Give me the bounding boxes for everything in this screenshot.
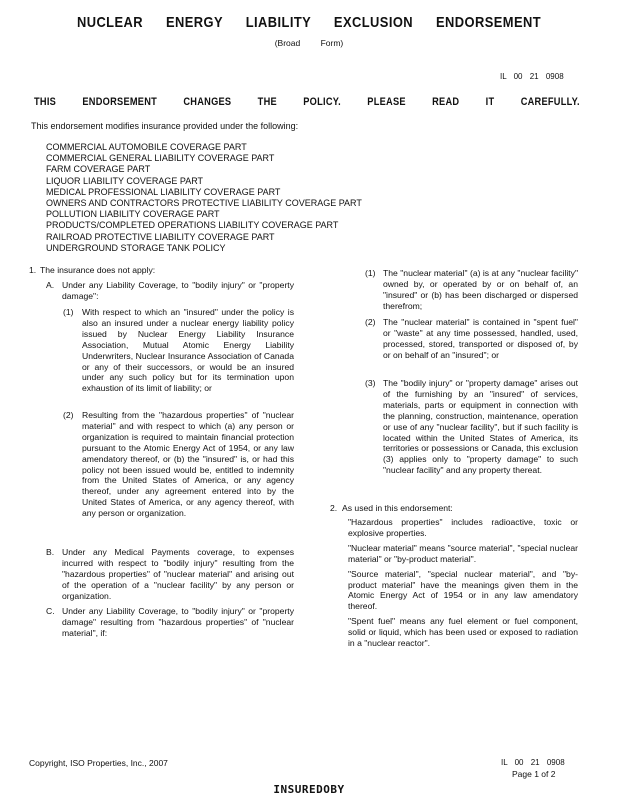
definition-hazardous-properties: "Hazardous properties" includes radioactive, toxic or explosive properties. [348, 517, 578, 538]
clause-text: Under any Liability Coverage, to "bodily injury" or "property damage" resulting from "hazardous properties" of "nuclear material", if: [62, 606, 294, 638]
definition-source-material: "Source material", "special nuclear material", and "by-product material" have the meanings given them in the Atomic Energy Act of 1954 or in any law amendatory thereof. [348, 568, 578, 612]
document-title: NUCLEAR ENERGY LIABILITY EXCLUSION ENDORSEMENT [76, 14, 542, 31]
clause-label: C. [46, 606, 55, 616]
clause-text: Under any Liability Coverage, to "bodily injury" or "property damage": [62, 280, 294, 301]
coverage-part-item: FARM COVERAGE PART [46, 164, 151, 175]
clause-label: B. [46, 547, 55, 557]
subclause-label: (1) [63, 307, 74, 317]
definitions [348, 517, 578, 653]
copyright-notice: Copyright, ISO Properties, Inc., 2007 [29, 758, 168, 768]
subclause-label: (3) [365, 378, 376, 388]
footer-form-number: IL 00 21 0908 [501, 758, 565, 767]
coverage-parts-list [46, 142, 362, 254]
subclause-label: (2) [365, 317, 376, 327]
clause-a2 [63, 410, 294, 519]
subclause-text: The "nuclear material" (a) is at any "nuclear facility" owned by, or operated by or on behalf of, an "insured" or (b) has been discharged or dispersed therefrom; [383, 268, 578, 311]
page-indicator: Page 1 of 2 [512, 769, 556, 779]
form-number: IL 00 21 0908 [500, 72, 564, 81]
document-subtitle: (Broad Form) [274, 38, 344, 48]
section-text: The insurance does not apply: [40, 265, 156, 275]
clause-text: Under any Medical Payments coverage, to expenses incurred with respect to "bodily injury" resulting from the "hazardous properties" of "nuclear material" and arising out of the operation of a "nuclear facility" by any person or organization. [62, 547, 294, 601]
definition-nuclear-material: "Nuclear material" means "source material", "special nuclear material" or "by-product material". [348, 542, 578, 564]
section-1 [29, 265, 294, 276]
subclause-text: The "bodily injury" or "property damage" arises out of the furnishing by an "insured" of services, materials, parts or equipment in connection with the planning, construction, maintenance, operation or use of any "nuclear facility", but if such facility is located within the United States of America, its territories or possessions or Canada, this exclusion (3) applies only to "property damage" to such "nuclear facility" and any property thereat. [383, 378, 578, 476]
coverage-part-item: POLLUTION LIABILITY COVERAGE PART [46, 209, 220, 220]
notice-banner: THIS ENDORSEMENT CHANGES THE POLICY. PLEASE READ IT CAREFULLY. [34, 96, 580, 108]
insured-by-watermark: INSUREDOBY [273, 783, 345, 796]
subclause-label: (1) [365, 268, 376, 278]
clause-c [46, 606, 294, 639]
coverage-part-item: RAILROAD PROTECTIVE LIABILITY COVERAGE PART [46, 231, 275, 242]
coverage-part-item: OWNERS AND CONTRACTORS PROTECTIVE LIABILITY COVERAGE PART [46, 198, 362, 209]
subclause-text: The "nuclear material" is contained in "spent fuel" or "waste" at any time possessed, handled, used, processed, stored, transported or disposed of, by or on behalf of an "insured"; or [383, 317, 578, 360]
clause-a [46, 280, 294, 302]
coverage-part-item: COMMERCIAL AUTOMOBILE COVERAGE PART [46, 142, 247, 152]
subclause-text: Resulting from the "hazardous properties" of "nuclear material" and with respect to which (a) any person or organization is required to maintain financial protection pursuant to the Atomic Energy Act of 1954, or any law amendatory thereof, or (b) the "insured" is, or had this policy not been issued would be, entitled to indemnity from the United States of America, or any agency thereof, under any agreement entered into by the United States of America, or any agency thereof, with any person or organization. [82, 410, 294, 519]
clause-label: A. [46, 280, 55, 290]
coverage-part-item: UNDERGROUND STORAGE TANK POLICY [46, 242, 226, 253]
subclause-text: With respect to which an "insured" under the policy is also an insured under a nuclear energy liability policy issued by Nuclear Energy Liability Insurance Association, Mutual Atomic Energy Liability Underwriters, Nuclear Insurance Association of Canada or any of their successors, or would be an insured under any such policy but for its termination upon exhaustion of its limit of liability; or [82, 307, 294, 394]
intro-text: This endorsement modifies insurance provided under the following: [31, 121, 299, 131]
coverage-part-item: COMMERCIAL GENERAL LIABILITY COVERAGE PART [46, 153, 275, 164]
section-text: As used in this endorsement: [342, 503, 453, 513]
clause-c3 [365, 378, 578, 476]
coverage-part-item: PRODUCTS/COMPLETED OPERATIONS LIABILITY COVERAGE PART [46, 220, 339, 231]
section-number: 1. [29, 265, 37, 275]
definition-spent-fuel: "Spent fuel" means any fuel element or fuel component, solid or liquid, which has been used or exposed to radiation in a "nuclear reactor". [348, 616, 578, 649]
coverage-part-item: LIQUOR LIABILITY COVERAGE PART [46, 175, 204, 186]
clause-b [46, 547, 294, 602]
clause-c1 [365, 268, 578, 312]
section-2 [330, 503, 578, 514]
section-number: 2. [330, 503, 338, 513]
subclause-label: (2) [63, 410, 74, 420]
clause-a1 [63, 307, 294, 394]
coverage-part-item: MEDICAL PROFESSIONAL LIABILITY COVERAGE PART [46, 186, 281, 197]
clause-c2 [365, 317, 578, 361]
